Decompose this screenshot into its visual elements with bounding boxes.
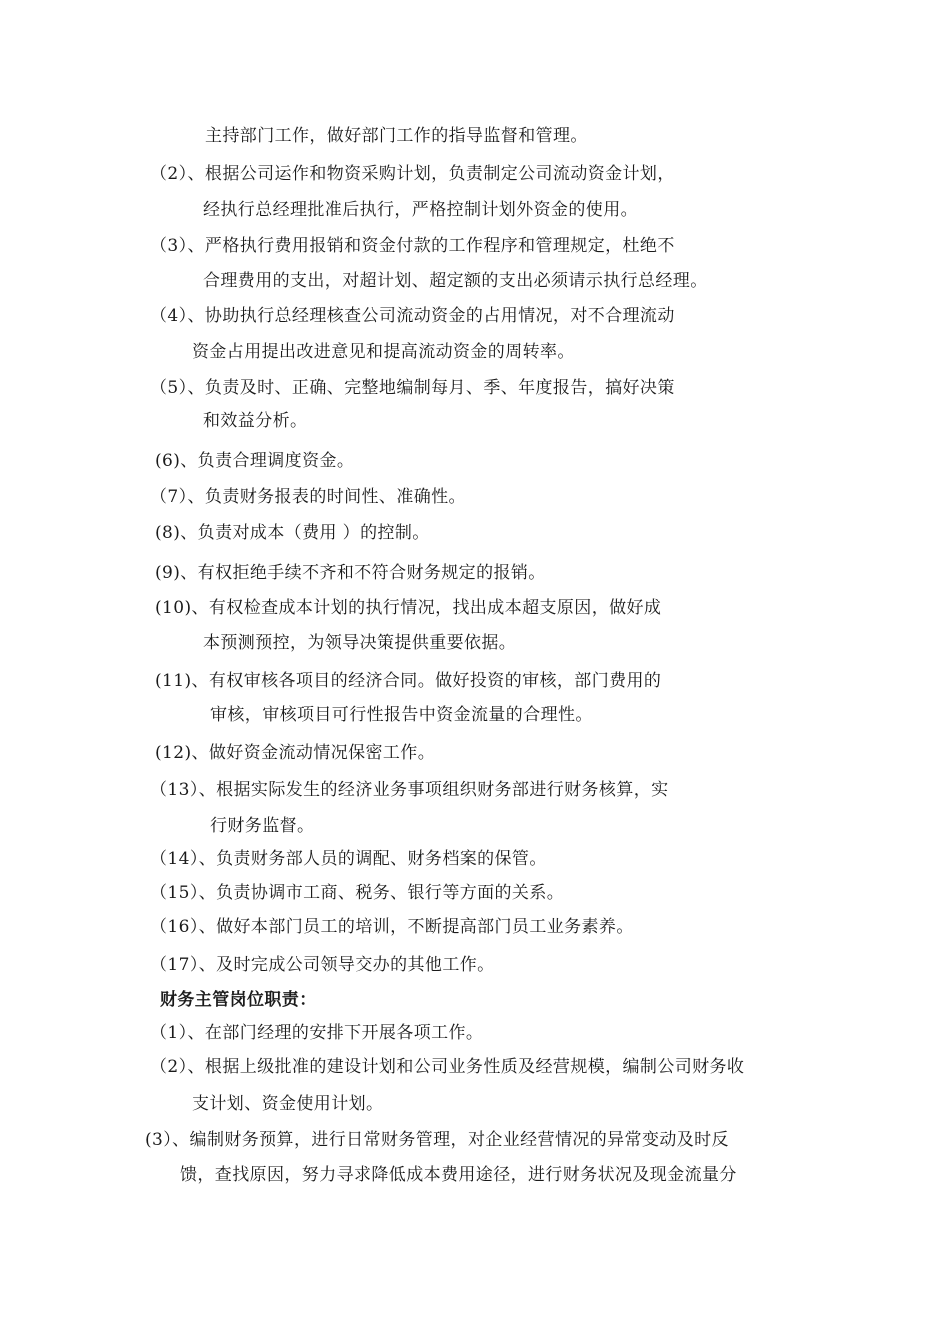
paragraph-line: 行财务监督。 xyxy=(210,816,315,836)
paragraph-line: （16）、做好本部门员工的培训，不断提高部门员工业务素养。 xyxy=(150,917,634,937)
paragraph-line: (6)、负责合理调度资金。 xyxy=(155,451,355,471)
paragraph-line: （7）、负责财务报表的时间性、准确性。 xyxy=(150,487,466,507)
paragraph-line: 经执行总经理批准后执行，严格控制计划外资金的使用。 xyxy=(203,200,638,220)
paragraph-line: 和效益分析。 xyxy=(203,411,308,431)
paragraph-line: (9)、有权拒绝手续不齐和不符合财务规定的报销。 xyxy=(155,563,546,583)
paragraph-line: （5）、负责及时、正确、完整地编制每月、季、年度报告，搞好决策 xyxy=(150,378,675,398)
paragraph-line: (10)、有权检查成本计划的执行情况，找出成本超支原因，做好成 xyxy=(155,598,662,618)
paragraph-line: 馈，查找原因，努力寻求降低成本费用途径，进行财务状况及现金流量分 xyxy=(180,1165,737,1185)
paragraph-line: 审核，审核项目可行性报告中资金流量的合理性。 xyxy=(210,705,593,725)
paragraph-line: （2）、根据公司运作和物资采购计划，负责制定公司流动资金计划， xyxy=(150,164,675,184)
paragraph-line: (8)、负责对成本（费用 ）的控制。 xyxy=(155,523,430,543)
paragraph-line: 支计划、资金使用计划。 xyxy=(192,1094,384,1114)
paragraph-line: (3）、编制财务预算，进行日常财务管理，对企业经营情况的异常变动及时反 xyxy=(145,1130,729,1150)
paragraph-line: （3）、严格执行费用报销和资金付款的工作程序和管理规定，杜绝不 xyxy=(150,236,675,256)
paragraph-line: 主持部门工作，做好部门工作的指导监督和管理。 xyxy=(205,126,588,146)
paragraph-line: 合理费用的支出，对超计划、超定额的支出必须请示执行总经理。 xyxy=(203,271,708,291)
paragraph-line: （15）、负责协调市工商、税务、银行等方面的关系。 xyxy=(150,883,565,903)
paragraph-line: （14）、负责财务部人员的调配、财务档案的保管。 xyxy=(150,849,547,869)
paragraph-line: （13）、根据实际发生的经济业务事项组织财务部进行财务核算，实 xyxy=(150,780,669,800)
section-heading: 财务主管岗位职责： xyxy=(160,990,317,1010)
paragraph-line: (12)、做好资金流动情况保密工作。 xyxy=(155,743,436,763)
paragraph-line: (11)、有权审核各项目的经济合同。做好投资的审核，部门费用的 xyxy=(155,671,662,691)
paragraph-line: （17）、及时完成公司领导交办的其他工作。 xyxy=(150,955,495,975)
paragraph-line: 本预测预控，为领导决策提供重要依据。 xyxy=(203,633,517,653)
paragraph-line: 资金占用提出改进意见和提高流动资金的周转率。 xyxy=(192,342,575,362)
paragraph-line: （1）、在部门经理的安排下开展各项工作。 xyxy=(150,1023,484,1043)
paragraph-line: （2）、根据上级批准的建设计划和公司业务性质及经营规模，编制公司财务收 xyxy=(150,1057,745,1077)
paragraph-line: （4）、协助执行总经理核查公司流动资金的占用情况，对不合理流动 xyxy=(150,306,675,326)
